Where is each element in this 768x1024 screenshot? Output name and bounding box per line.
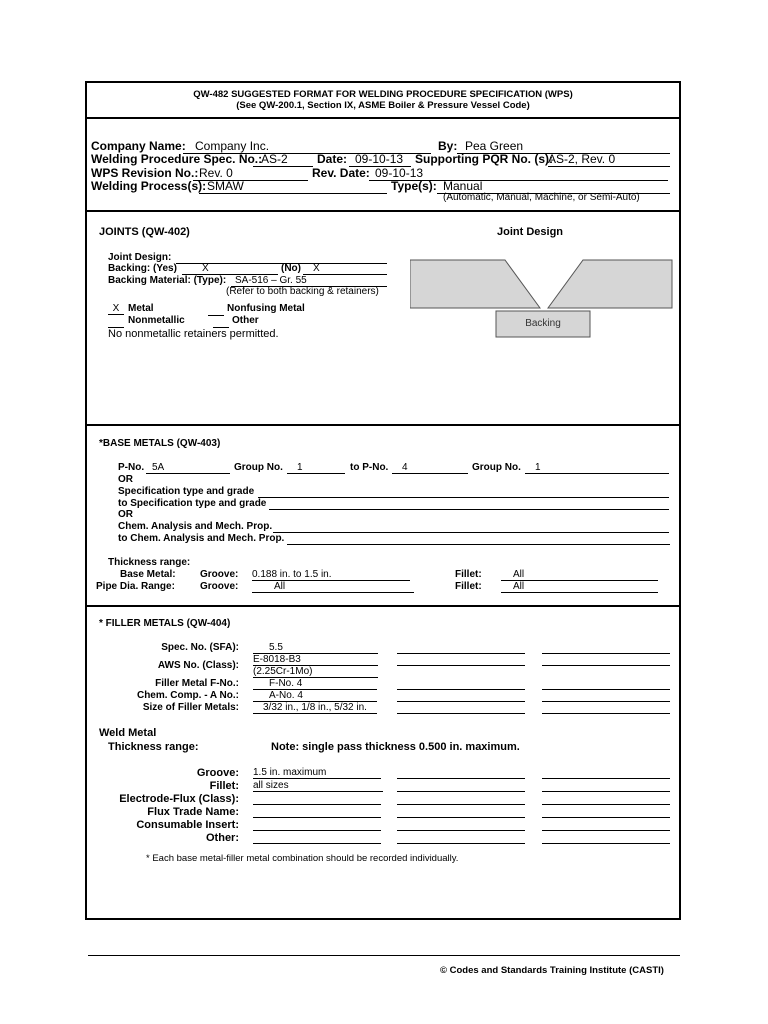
company-label: Company Name: [91,139,186,153]
nonfusing-label: Nonfusing Metal [227,303,305,314]
base-metals-heading: *BASE METALS (QW-403) [99,438,221,449]
flux-class-col3 [542,804,670,805]
backing-material-label: Backing Material: (Type): [108,275,227,286]
spec-sfa-label: Spec. No. (SFA): [161,642,239,653]
type-label: Type(s): [391,179,437,193]
fno-col2 [397,689,525,690]
wm-groove-col3 [542,778,670,779]
form-subtitle: (See QW-200.1, Section IX, ASME Boiler & Pressure Vessel Code) [236,100,530,111]
pno-value: 5A [146,462,230,474]
wm-fillet-value: all sizes [253,780,383,792]
pqr-label: Supporting PQR No. (s): [415,152,553,166]
ano-col3 [542,701,670,702]
other-label: Other: [206,832,239,844]
left-plate [410,260,540,308]
to-pno-label: to P-No. [350,462,389,473]
wm-fillet-col2 [397,791,525,792]
size-label: Size of Filler Metals: [142,702,239,713]
backing-no-value: X [303,263,387,275]
insert-col3 [542,830,670,831]
aws-col2 [397,665,525,666]
pipe-dia-label: Pipe Dia. Range: [96,581,175,592]
to-spec-line [269,509,669,510]
group-value: 1 [287,462,345,474]
thickness-label: Thickness range: [108,557,191,568]
aws-label: AWS No. (Class): [157,660,239,671]
fno-col3 [542,689,670,690]
aws-col3 [542,665,670,666]
nonfusing-blank [208,315,224,316]
rev-value: Rev. 0 [193,166,308,181]
joint-design-diagram [410,258,675,342]
flux-class-col2 [397,804,525,805]
spec-sfa-col3 [542,653,670,654]
aws-value: E-8018-B3 [253,654,378,666]
joint-design-heading: Joint Design [497,226,564,238]
to-pno-value: 4 [392,462,468,474]
copyright: © Codes and Standards Training Institute (CASTI) [440,965,664,976]
fno-value: F-No. 4 [253,678,377,690]
spec-line [258,497,669,498]
by-label: By: [438,139,458,153]
wm-thickness-label: Thickness range: [108,741,199,753]
ano-value: A-No. 4 [253,690,377,702]
backing-yes-value: X [182,263,278,275]
joints-remark: No nonmetallic retainers permitted. [108,328,279,340]
rev-date-value: 09-10-13 [369,166,668,181]
group2-label: Group No. [472,462,521,473]
spec-sfa-col2 [397,653,525,654]
wm-fillet-label: Fillet: [209,780,239,792]
ano-label: Chem. Comp. - A No.: [136,690,239,701]
flux-class-col1 [253,804,381,805]
pipe-fillet-label: Fillet: [455,581,482,592]
flux-trade-col1 [253,817,381,818]
insert-col1 [253,830,381,831]
rev-label: WPS Revision No.: [91,166,199,180]
divider [85,605,681,607]
or-label: OR [118,509,133,520]
size-value: 3/32 in., 1/8 in., 5/32 in. [253,702,377,714]
company-value: Company Inc. [183,139,431,154]
wps-value: AS-2 [253,152,313,167]
group-label: Group No. [234,462,283,473]
wm-groove-col2 [397,778,525,779]
pipe-fillet-value: All [501,581,658,593]
weld-metal-label: Weld Metal [99,727,157,739]
type-value: Manual [437,179,670,194]
process-label: Welding Process(s): [91,179,207,193]
backing-no-label: (No) [281,263,301,274]
pqr-value: AS-2, Rev. 0 [548,152,670,167]
chem-label: Chem. Analysis and Mech. Prop. [118,521,273,532]
process-value: SMAW [199,179,387,194]
base-fillet-label: Fillet: [455,569,482,580]
type-note: (Automatic, Manual, Machine, or Semi-Auto) [443,192,640,203]
flux-trade-col3 [542,817,670,818]
insert-col2 [397,830,525,831]
consumable-insert-label: Consumable Insert: [136,819,239,831]
backing-material-value: SA-516 – Gr. 55 [231,275,387,287]
ano-col2 [397,701,525,702]
filler-metals-heading: * FILLER METALS (QW-404) [99,618,231,629]
to-spec-label: to Specification type and grade [118,498,267,509]
metal-label: Metal [128,303,154,314]
divider [85,210,681,212]
group2-value: 1 [525,462,669,474]
size-col2 [397,713,525,714]
footer-rule [88,955,680,956]
date-value: 09-10-13 [349,152,411,167]
to-chem-line [287,544,670,545]
backing-note: (Refer to both backing & retainers) [226,286,379,297]
joint-design-label: Joint Design: [108,252,172,263]
base-fillet-value: All [501,569,658,581]
wps-label: Welding Procedure Spec. No.: [91,152,263,166]
base-groove-value: 0.188 in. to 1.5 in. [252,569,410,581]
aws-value-2: (2.25Cr-1Mo) [253,666,378,678]
wm-groove-label: Groove: [196,767,239,779]
flux-class-label: Electrode-Flux (Class): [119,793,239,805]
date-label: Date: [317,152,348,166]
other-col2 [397,843,525,844]
spec-sfa-value: 5.5 [253,642,378,654]
or-label: OR [118,474,133,485]
right-plate [548,260,672,308]
metal-mark: X [108,303,124,315]
size-col3 [542,713,670,714]
pno-label: P-No. [118,462,145,473]
joints-heading: JOINTS (QW-402) [99,226,190,238]
pipe-groove-label: Groove: [200,581,239,592]
divider [85,424,681,426]
form-title: QW-482 SUGGESTED FORMAT FOR WELDING PROCEDURE SPECIFICATION (WPS) [193,89,573,100]
divider [85,117,681,119]
nonmetallic-label: Nonmetallic [128,315,185,326]
diagram-backing-label: Backing [525,318,561,329]
single-pass-note: Note: single pass thickness 0.500 in. maximum. [271,741,520,753]
pipe-groove-value: All [252,581,414,593]
spec-label: Specification type and grade [118,486,255,497]
rev-date-label: Rev. Date: [312,166,370,180]
wm-fillet-col3 [542,791,670,792]
footnote: * Each base metal-filler metal combination should be recorded individually. [146,853,459,864]
chem-line [273,532,669,533]
other-col1 [253,843,381,844]
other-label: Other [232,315,259,326]
backing-yes-label: Backing: (Yes) [108,263,177,274]
flux-trade-col2 [397,817,525,818]
wm-groove-value: 1.5 in. maximum [253,767,381,779]
fno-label: Filler Metal F-No.: [155,678,239,689]
flux-trade-label: Flux Trade Name: [147,806,239,818]
to-chem-label: to Chem. Analysis and Mech. Prop. [118,533,285,544]
base-metal-label: Base Metal: [120,569,176,580]
other-col3 [542,843,670,844]
base-groove-label: Groove: [200,569,239,580]
by-value: Pea Green [457,139,670,154]
